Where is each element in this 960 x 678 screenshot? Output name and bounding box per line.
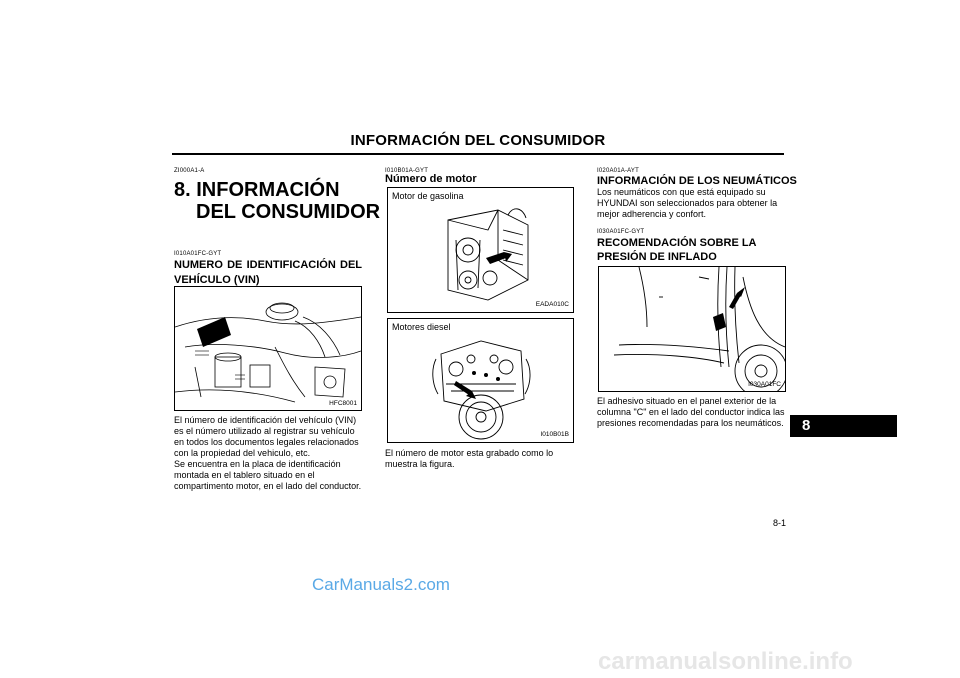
tires-body-line: HYUNDAI son seleccionados para obtener la <box>597 198 778 208</box>
diesel-engine-code: I010B01B <box>540 431 569 438</box>
pressure-body-line: El adhesivo situado en el panel exterior de la <box>597 396 777 406</box>
pressure-heading-line1: RECOMENDACIÓN SOBRE LA <box>597 237 757 249</box>
engine-bay-illustration <box>175 287 361 410</box>
vin-body-line: El número de identificación del vehículo (VIN) <box>174 415 357 425</box>
pressure-figure <box>598 266 786 392</box>
pressure-body <box>597 396 785 429</box>
vin-figure <box>174 286 362 411</box>
gasoline-engine-code: EADA010C <box>535 301 569 308</box>
watermark-link[interactable]: CarManuals2.com <box>312 575 450 594</box>
vin-heading-line2: VEHÍCULO (VIN) <box>174 274 260 286</box>
vin-body-line: en todos los documentos legales relacionados <box>174 437 359 447</box>
pressure-figure-code: I030A01FC <box>748 381 781 388</box>
vin-body-line: compartimento motor, en el lado del conductor. <box>174 481 362 491</box>
engine-body <box>385 448 573 470</box>
chapter-title-line2: DEL CONSUMIDOR <box>196 201 381 223</box>
vin-figure-code: HFC8001 <box>329 400 357 407</box>
tires-body-line: Los neumáticos con que está equipado su <box>597 187 766 197</box>
gasoline-engine-illustration <box>428 200 538 310</box>
diesel-engine-illustration <box>426 329 538 441</box>
tires-body <box>597 187 785 220</box>
watermark-text: carmanualsonline.info <box>598 648 853 675</box>
engine-body-line: El número de motor esta grabado como lo <box>385 448 554 458</box>
pressure-heading-line2: PRESIÓN DE INFLADO <box>597 251 717 263</box>
tires-code: I020A01A-AYT <box>597 168 639 174</box>
pressure-code: I030A01FC-GYT <box>597 229 645 235</box>
header-rule <box>172 153 784 155</box>
page-header-title: INFORMACIÓN DEL CONSUMIDOR <box>350 132 606 149</box>
engine-heading: Número de motor <box>385 173 477 185</box>
vin-body-line: montada en el tablero situado en el <box>174 470 315 480</box>
vin-heading-line1: NUMERO DE IDENTIFICACIÓN DEL <box>174 259 362 271</box>
vin-code: I010A01FC-GYT <box>174 251 222 257</box>
door-pillar-illustration <box>599 267 785 391</box>
pressure-body-line: presiones recomendadas para los neumáticos. <box>597 418 784 428</box>
vin-body <box>174 415 362 492</box>
diesel-engine-label: Motores diesel <box>392 322 451 332</box>
engine-body-line: muestra la figura. <box>385 459 455 469</box>
tires-body-line: mejor adherencia y confort. <box>597 209 707 219</box>
engine-code: I010B01A-GYT <box>385 168 429 174</box>
chapter-title-line1: 8. INFORMACIÓN <box>174 179 340 201</box>
vin-body-line: Se encuentra en la placa de identificación <box>174 459 341 469</box>
chapter-tab: 8 <box>790 415 897 437</box>
vin-body-line: es el número utilizado al registrar su vehículo <box>174 426 355 436</box>
page-number: 8-1 <box>772 518 786 528</box>
diesel-engine-figure <box>387 318 574 443</box>
pressure-body-line: columna "C" en el lado del conductor indica las <box>597 407 785 417</box>
vin-body-line: con la propiedad del vehiculo, etc. <box>174 448 311 458</box>
gasoline-engine-figure <box>387 187 574 313</box>
gasoline-engine-label: Motor de gasolina <box>392 191 464 201</box>
tires-heading: INFORMACIÓN DE LOS NEUMÁTICOS <box>597 175 797 187</box>
chapter-code: ZI000A1-A <box>174 168 205 174</box>
